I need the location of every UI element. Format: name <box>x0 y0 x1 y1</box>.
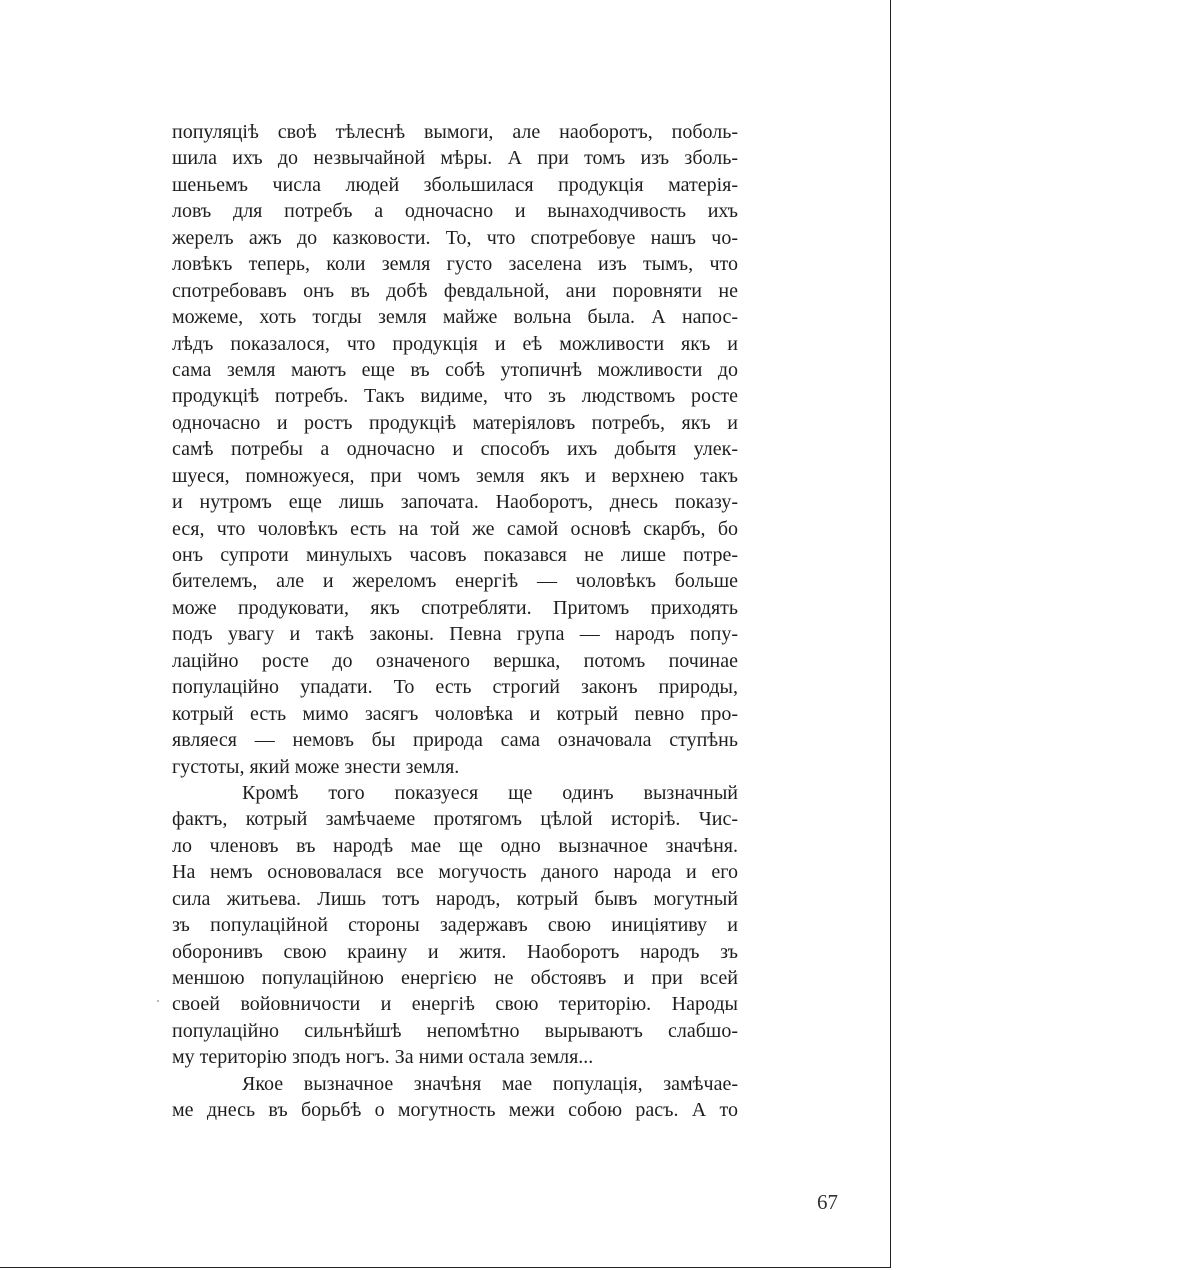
paragraph-start-line: Якое вызначное значѣня мае популація, замѣчае- <box>242 1072 738 1095</box>
text-line: ме днесь въ борьбѣ о могутность межи собою расъ. А то <box>172 1099 738 1122</box>
paragraph-end-line: густоты, який може знести земля. <box>172 755 460 778</box>
text-line: шуеся, помножуеся, при чомъ земля якъ и верхнею такъ <box>172 464 738 487</box>
text-line: шеньемъ числа людей збольшилася продукція матерія- <box>172 173 738 196</box>
text-line: популяціѣ своѣ тѣлеснѣ вымоги, але наоборотъ, поболь- <box>172 121 738 143</box>
paragraph-start-line: Кромѣ того показуеся ще одинъ вызначный <box>242 781 738 804</box>
page-number: 67 <box>817 1190 838 1214</box>
text-line: жерелъ ажъ до казковости. То, что спотребовуе нашъ чо- <box>172 226 738 249</box>
text-line: ловѣкъ теперь, коли земля густо заселена изъ тымъ, что <box>172 253 738 276</box>
text-line: оборонивъ свою краину и житя. Наоборотъ народъ зъ <box>172 940 738 963</box>
text-line: еся, что чоловѣкъ есть на той же самой основѣ скарбъ, бо <box>172 517 738 540</box>
text-line: популаційно упадати. То есть строгий законъ природы, <box>172 676 738 699</box>
text-line: лѣдъ показалося, что продукція и еѣ можливости якъ и <box>172 332 738 355</box>
text-line: меншою популаційною енергією не обстоявъ и при всей <box>172 967 738 989</box>
text-line: сама земля маютъ еще въ собѣ утопичнѣ можливости до <box>172 358 738 381</box>
text-line: подъ увагу и такѣ законы. Певна група — народъ попу- <box>172 623 738 646</box>
text-line: и нутромъ еще лишь започата. Наоборотъ, днесь показу- <box>172 491 738 514</box>
text-line: може продуковати, якъ спотребляти. Притомъ приходять <box>172 596 738 619</box>
text-line: спотребовавъ онъ въ добѣ февдальной, ани поровняти не <box>172 279 738 302</box>
text-line: зъ популаційной стороны задержавъ свою иницiятиву и <box>172 914 738 937</box>
text-line: лаційно росте до означеного вершка, потомъ починае <box>172 649 738 672</box>
text-line: самѣ потребы а одночасно и способъ ихъ добытя улек- <box>172 438 738 461</box>
text-line: продукціѣ потребъ. Такъ видиме, что зъ людствомъ росте <box>172 385 738 408</box>
text-line: ловъ для потребъ а одночасно и вынаходчивость ихъ <box>172 200 738 223</box>
text-line: бителемъ, але и жереломъ енергіѣ — чоловѣкъ больше <box>172 570 738 593</box>
text-line: можеме, хоть тогды земля майже вольна была. А напос- <box>172 306 738 329</box>
text-line: являеся — немовъ бы природа сама означовала ступѣнь <box>172 729 738 752</box>
text-line: популаційно сильнѣйшѣ непомѣтно вырываютъ слабшо- <box>172 1019 738 1042</box>
body-text <box>172 119 738 1124</box>
text-line: своей войовничости и енергіѣ свою територію. Народы <box>172 993 738 1016</box>
text-line: На немъ основовалася все могучость даного народа и его <box>172 861 738 884</box>
paragraph-end-line: му територію зподъ ногъ. За ними остала земля... <box>172 1046 594 1069</box>
text-line: ло членовъ въ народѣ мае ще одно вызначное значѣня. <box>172 834 738 857</box>
text-line: шила ихъ до незвычайной мѣры. А при томъ изъ зболь- <box>172 147 738 170</box>
text-line: одночасно и ростъ продукціѣ матеріяловъ потребъ, якъ и <box>172 411 738 434</box>
text-line: онъ супроти минулыхъ часовъ показався не лише потре- <box>172 544 738 566</box>
text-line: котрый есть мимо засягъ чоловѣка и котрый певно про- <box>172 702 738 725</box>
scan-speck <box>157 1000 159 1002</box>
text-line: сила житьева. Лишь тотъ народъ, котрый бывъ могутный <box>172 887 738 910</box>
text-line: фактъ, котрый замѣчаеме протягомъ цѣлой исторіѣ. Чис- <box>172 808 738 831</box>
